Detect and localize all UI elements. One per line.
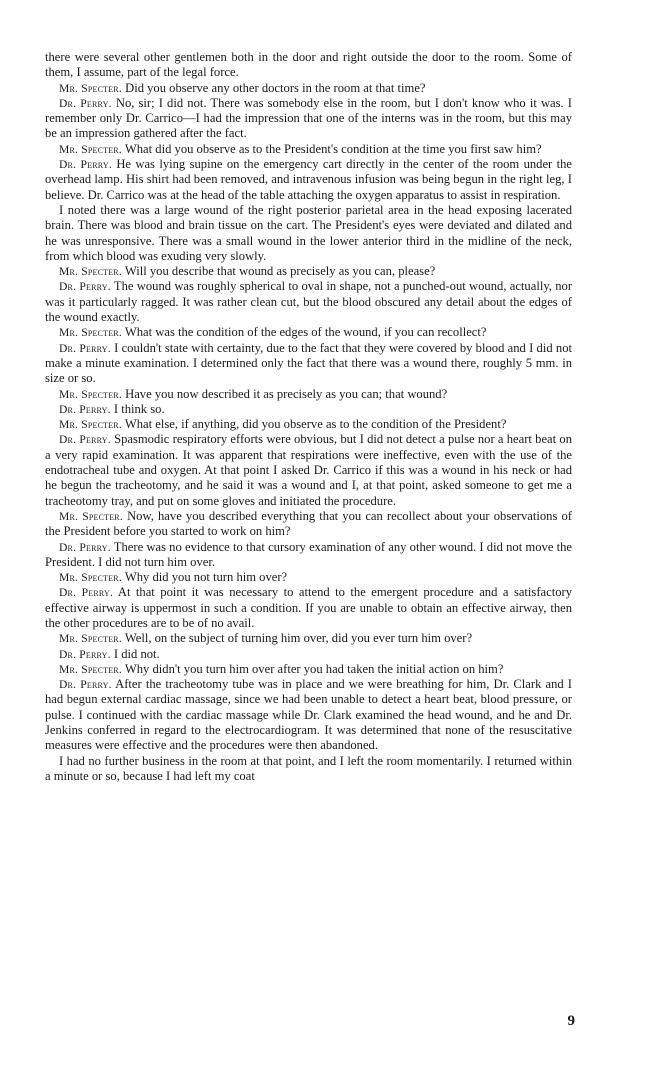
speaker-label: Mr. Specter.	[59, 265, 122, 279]
speaker-label: Dr. Perry.	[59, 433, 111, 447]
paragraph	[45, 203, 572, 264]
paragraph-text: He was lying supine on the emergency cart directly in the center of the room under the overhead lamp. His shirt had been removed, and intravenous infusion was being begun in the right leg, I believe. Dr. Carrico was at the head of the table attaching the oxygen apparatus to assist in respiration.	[45, 157, 572, 202]
paragraph	[45, 279, 572, 325]
paragraph-text: I think so.	[113, 401, 165, 416]
paragraph-text: Now, have you described everything that you can recollect about your observations of the President before you started to work on him?	[45, 508, 573, 539]
page-number: 9	[567, 1013, 575, 1029]
paragraph-text: At that point it was necessary to attend to the emergent procedure and a satisfactory effective airway is uppermost in such a condition. If you are unable to obtain an effective airway, then the other procedures are to be of no avail.	[45, 585, 572, 630]
paragraph-text: There was no evidence to that cursory examination of any other wound. I did not move the President. I did not turn him over.	[45, 539, 573, 569]
paragraph	[45, 387, 572, 402]
paragraph-text: Why did you not turn him over?	[124, 570, 288, 585]
speaker-label: Mr. Specter.	[59, 632, 122, 646]
paragraph	[45, 142, 572, 157]
paragraph	[45, 432, 572, 508]
paragraph-text: I couldn't state with certainty, due to the fact that they were covered by blood and I did not make a minute examination. I determined only the fact that there was a wound there, roughly 5 mm. in size or so.	[45, 340, 573, 386]
paragraph-text: Why didn't you turn him over after you had taken the initial action on him?	[124, 661, 504, 676]
paragraph	[45, 754, 572, 785]
speaker-label: Dr. Perry.	[59, 647, 111, 661]
paragraph-text: After the tracheotomy tube was in place and we were breathing for him, Dr. Clark and I had begun external cardiac massage, since we had been unable to detect a heart beat, blood pressure, or pulse. I continued with the cardiac massage while Dr. Clark examined the head wound, and he and Dr. Jenkins conferred in regard to the electrocardiogram. It was determined that none of the resuscitative measures were effective and the procedures were then abandoned.	[45, 677, 572, 753]
paragraph	[45, 677, 572, 753]
paragraph-text: The wound was roughly spherical to oval in shape, not a punched-out wound, actually, nor was it particularly ragged. It was rather clean cut, but the blood obscured any detail about the edges of the wound exactly.	[45, 279, 573, 325]
speaker-label: Dr. Perry.	[59, 586, 114, 600]
paragraph-text: What else, if anything, did you observe as to the condition of the President?	[124, 417, 507, 432]
paragraph-text: What was the condition of the edges of the wound, if you can recollect?	[124, 325, 487, 340]
paragraph-text: What did you observe as to the President's condition at the time you first saw him?	[124, 141, 542, 156]
paragraph	[45, 157, 572, 203]
speaker-label: Mr. Specter.	[59, 418, 122, 432]
paragraph-text: there were several other gentlemen both in the door and right outside the door to the room. Some of them, I assume, part of the legal force.	[45, 50, 572, 80]
speaker-label: Dr. Perry.	[59, 402, 111, 416]
speaker-label: Dr. Perry.	[59, 341, 111, 355]
paragraph	[45, 341, 572, 387]
paragraph-text: Well, on the subject of turning him over, did you ever turn him over?	[124, 631, 473, 646]
paragraph	[45, 264, 572, 279]
speaker-label: Mr. Specter.	[59, 387, 122, 401]
paragraph-text: I did not.	[113, 646, 160, 661]
paragraph	[45, 647, 572, 662]
paragraph-text: Spasmodic respiratory efforts were obvious, but I did not detect a pulse nor a heart beat on a very rapid examination. It was apparent that respirations were ineffective, even with the use of the endotracheal tube and oxygen. At that point I asked Dr. Carrico if this was a wound in his neck or had he begun the tracheotomy, and he said it was a wound and I, at that point, asked someone to get me a tracheotomy tray, and put on some gloves and initiated the procedure.	[45, 432, 572, 508]
speaker-label: Mr. Specter.	[59, 81, 122, 95]
paragraph-text: Did you observe any other doctors in the room at that time?	[125, 80, 426, 95]
paragraph	[45, 540, 572, 571]
paragraph	[45, 81, 572, 96]
speaker-label: Dr. Perry.	[59, 678, 112, 692]
paragraph	[45, 50, 572, 81]
paragraph	[45, 509, 572, 540]
paragraph	[45, 662, 572, 677]
speaker-label: Dr. Perry.	[59, 280, 111, 294]
paragraph-text: I noted there was a large wound of the right posterior parietal area in the head exposing lacerated brain. There was blood and brain tissue on the cart. The President's eyes were deviated and dilated and he was unresponsive. There was a small wound in the lower anterior third in the midline of the neck, from which blood was exuding very slowly.	[45, 202, 572, 263]
paragraph	[45, 402, 572, 417]
paragraph-text: No, sir; I did not. There was somebody else in the room, but I don't know who it was. I remember only Dr. Carrico—I had the impression that one of the interns was in the room, but this may be an impression gathered after the fact.	[45, 95, 573, 141]
speaker-label: Mr. Specter.	[59, 509, 123, 523]
speaker-label: Dr. Perry.	[59, 96, 112, 110]
speaker-label: Mr. Specter.	[59, 571, 122, 585]
speaker-label: Mr. Specter.	[59, 142, 122, 156]
speaker-label: Mr. Specter.	[59, 662, 122, 676]
paragraph-text: I had no further business in the room at that point, and I left the room momentarily. I returned within a minute or so, because I had left my coat	[45, 753, 572, 783]
paragraph	[45, 585, 572, 631]
paragraph	[45, 631, 572, 646]
paragraph	[45, 96, 572, 142]
paragraph-text: Will you describe that wound as precisely as you can, please?	[124, 264, 436, 279]
speaker-label: Mr. Specter.	[59, 326, 122, 340]
paragraph	[45, 417, 572, 432]
body-text	[45, 50, 572, 784]
paragraph	[45, 570, 572, 585]
speaker-label: Dr. Perry.	[59, 158, 112, 172]
paragraph	[45, 325, 572, 340]
paragraph-text: Have you now described it as precisely as you can; that wound?	[125, 386, 448, 401]
speaker-label: Dr. Perry.	[59, 540, 111, 554]
